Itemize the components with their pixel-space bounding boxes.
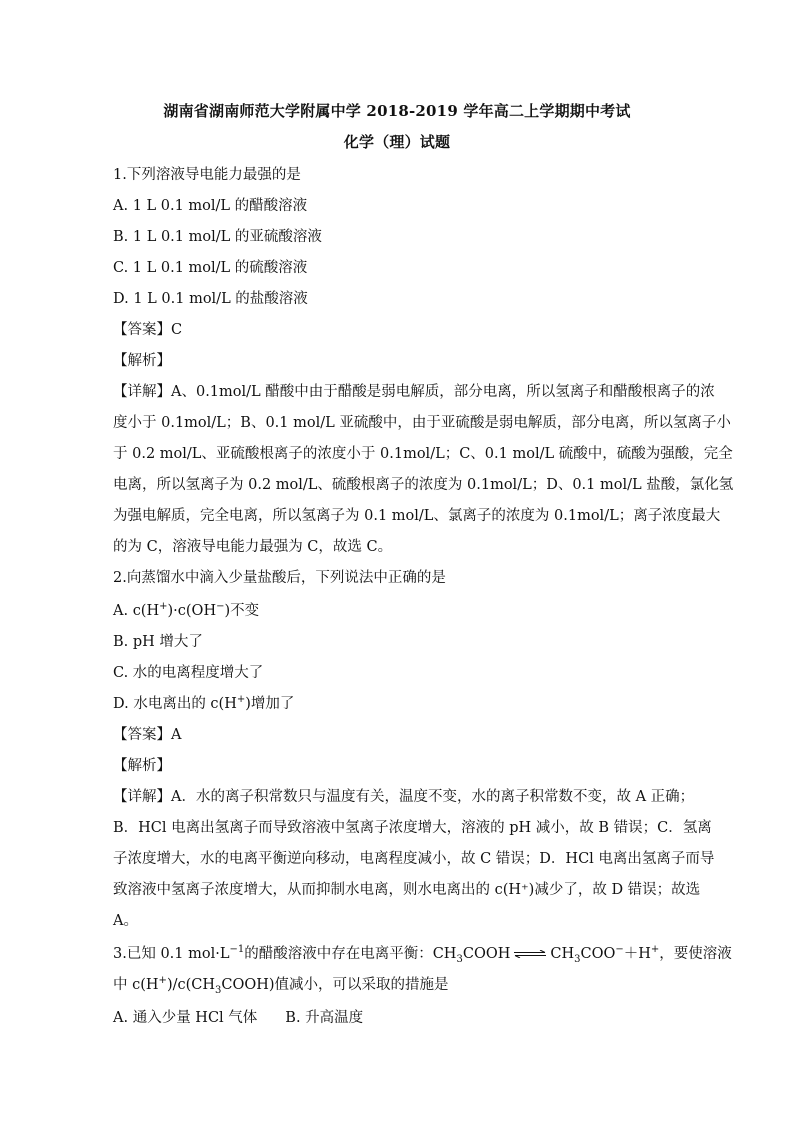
q2-detail-line: 【详解】A．水的离子积常数只与温度有关，温度不变，水的离子积常数不变，故 A 正确；	[113, 789, 695, 805]
q2-analysis-label: 【解析】	[113, 758, 171, 774]
q2-option-a: A. c(H+)·c(OH−)不变	[113, 601, 260, 619]
q2-option-c: C. 水的电离程度增大了	[113, 665, 264, 681]
q1-option-b: B. 1 L 0.1 mol/L 的亚硫酸溶液	[113, 229, 322, 245]
q1-detail-line: 电离，所以氢离子为 0.2 mol/L、硫酸根离子的浓度为 0.1mol/L；D、0.1 mol/L 盐酸，氯化氢	[113, 477, 734, 493]
q1-stem: 1.下列溶液导电能力最强的是	[113, 167, 301, 183]
document-subtitle: 化学（理）试题	[343, 133, 451, 151]
q1-option-c: C. 1 L 0.1 mol/L 的硫酸溶液	[113, 260, 308, 276]
q3-stem: 3.已知 0.1 $mol\cdot L^{-1}$的醋酸溶液中存在电离平衡：$CH_3COOH$ $CH_3COO^-+H^+$，要使溶液	[113, 944, 732, 965]
q2-stem: 2.向蒸馏水中滴入少量盐酸后，下列说法中正确的是	[113, 570, 446, 586]
q3-stem-continued: 中 $c(H^+)/c(CH_3COOH)$值减小，可以采取的措施是	[113, 975, 449, 996]
q2-option-b: B. pH 增大了	[113, 634, 203, 650]
q1-detail-line: 的为 C，溶液导电能力最强为 C，故选 C。	[113, 539, 393, 555]
document-title: 湖南省湖南师范大学附属中学 2018-2019 学年高二上学期期中考试	[163, 102, 631, 120]
q1-option-a: A. 1 L 0.1 mol/L 的醋酸溶液	[113, 198, 308, 214]
q2-detail-line: 致溶液中氢离子浓度增大，从而抑制水电离，则水电离出的 c(H⁺)减少了，故 D 错误；故选	[113, 882, 701, 898]
q3-options-row	[113, 1006, 363, 1027]
q2-answer: 【答案】A	[113, 727, 182, 743]
q2-detail-line: A。	[113, 913, 138, 929]
q1-detail-line: 为强电解质，完全电离，所以氢离子为 0.1 mol/L、氯离子的浓度为 0.1mol/L；离子浓度最大	[113, 508, 721, 524]
q1-analysis-label: 【解析】	[113, 353, 171, 369]
q1-option-d: D. 1 L 0.1 mol/L 的盐酸溶液	[113, 291, 308, 307]
q3-option-a: A. 通入少量 HCl 气体	[113, 1010, 258, 1026]
q3-option-b: B. 升高温度	[285, 1010, 364, 1026]
q1-detail-line: 【详解】A、0.1mol/L 醋酸中由于醋酸是弱电解质，部分电离，所以氢离子和醋酸根离子的浓	[113, 384, 715, 400]
q2-detail-line: 子浓度增大，水的电离平衡逆向移动，电离程度减小，故 C 错误；D．HCl 电离出氢离子而导	[113, 851, 715, 867]
q1-answer: 【答案】C	[113, 322, 183, 338]
q1-detail-line: 度小于 0.1mol/L；B、0.1 mol/L 亚硫酸中，由于亚硫酸是弱电解质，部分电离，所以氢离子小	[113, 415, 731, 431]
q2-detail-line: B．HCl 电离出氢离子而导致溶液中氢离子浓度增大，溶液的 pH 减小，故 B 错误；C．氢离	[113, 820, 712, 836]
equilibrium-arrow-icon	[513, 950, 547, 958]
q1-detail-line: 于 0.2 mol/L、亚硫酸根离子的浓度小于 0.1mol/L；C、0.1 mol/L 硫酸中，硫酸为强酸，完全	[113, 446, 733, 462]
q2-option-d: D. 水电离出的 c(H+)增加了	[113, 694, 295, 712]
